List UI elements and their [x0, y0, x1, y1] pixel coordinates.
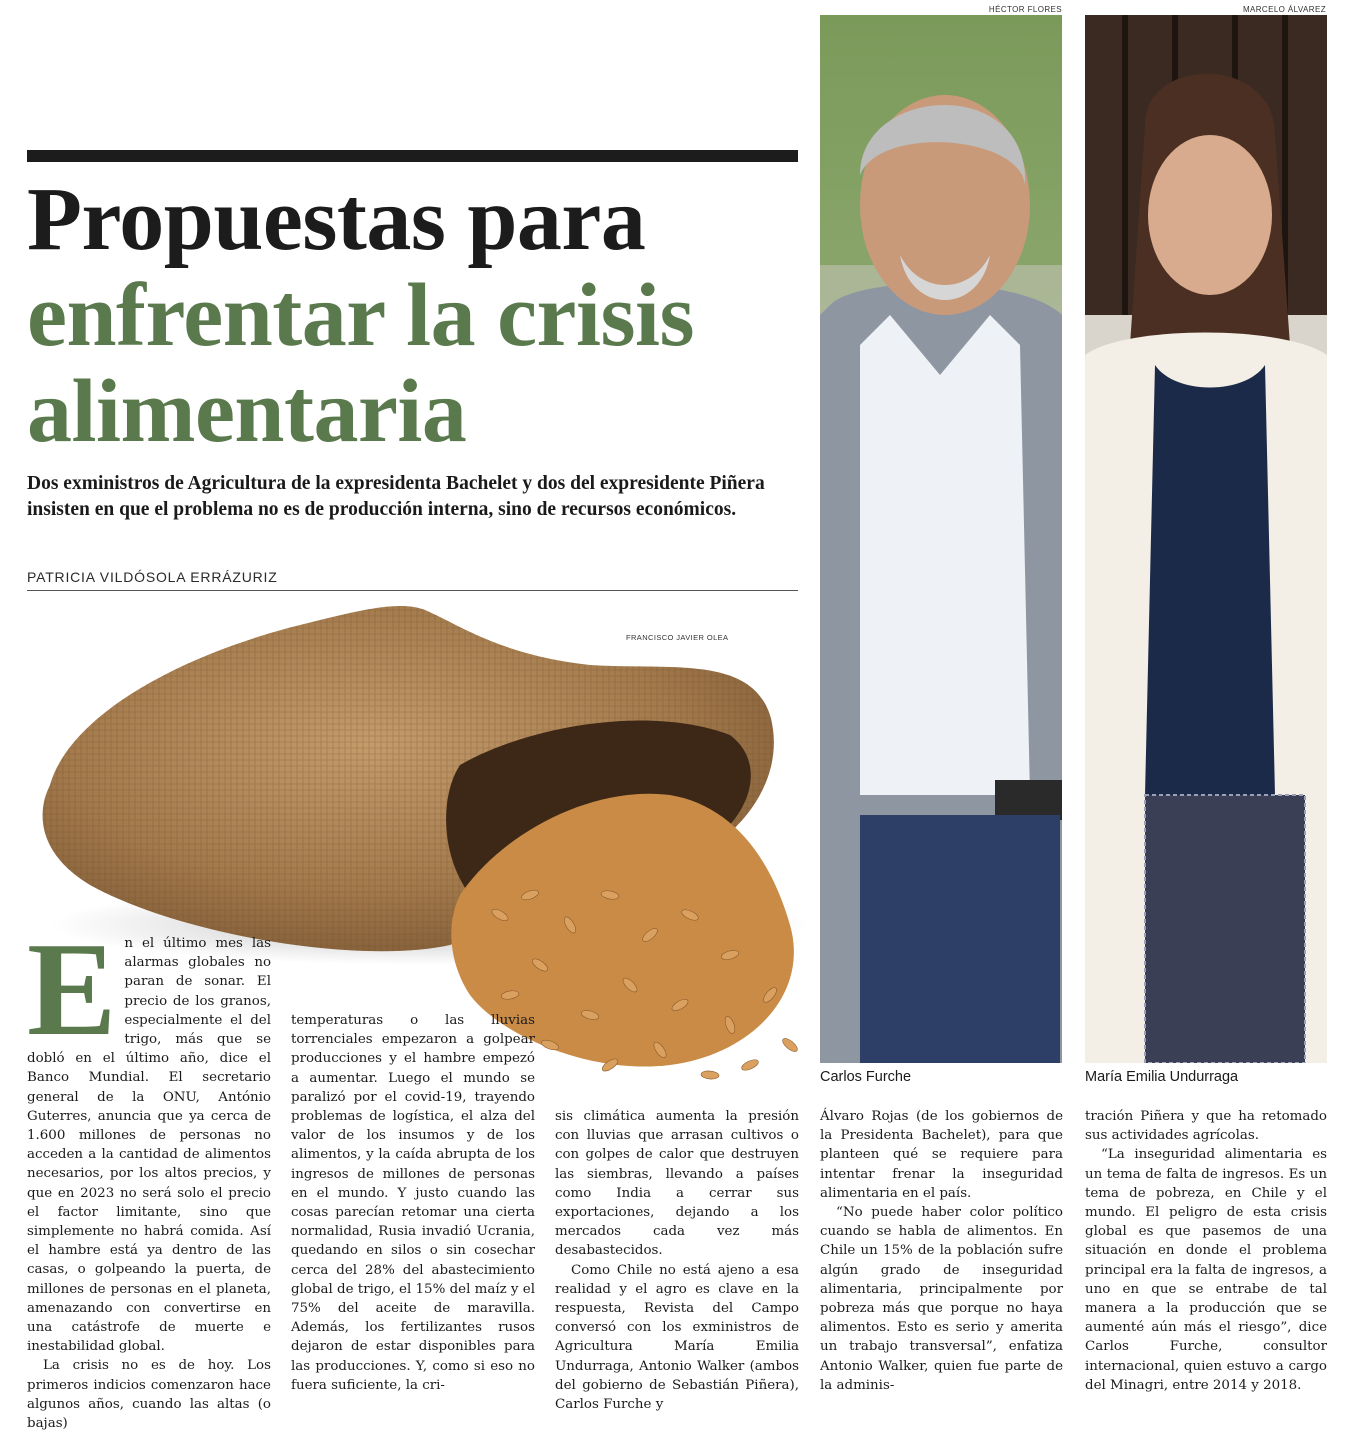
headline-line-3: alimentaria	[27, 362, 467, 461]
col3-paragraph-2: Como Chile no está ajeno a esa realidad y el agro es clave en la respuesta, Revista del Campo conversó con los exministros de Agricultura María Emilia Undurraga, Antonio Walker (ambos del gobierno de Sebastián Piñera), Carlos Furche y	[555, 1262, 799, 1413]
maria-emilia-undurraga-photo	[1085, 15, 1327, 1063]
photo-credit-furche: HÉCTOR FLORES	[988, 5, 1062, 14]
article-column-3	[555, 1107, 799, 1414]
byline: PATRICIA VILDÓSOLA ERRÁZURIZ	[27, 569, 278, 585]
drop-cap: E	[27, 915, 117, 1063]
col1-paragraph-1: n el último mes las alarmas globales no paran de sonar. El precio de los granos, especialmente el del trigo, más que se dobló en el último año, dice el Banco Mundial. El secretario general de la ONU, António Guterres, anuncia que ya cerca de 1.600 millones de personas no acceden a la cantidad de alimentos necesarios, por los altos precios, y que en 2023 no será solo el precio el factor limitante, sino que simplemente no habrá comida. Así el hambre está ya dentro de las casas, o golpeando la puerta, de millones de personas en el planeta, amenazando con convertirse en una catástrofe de muerte e inestabilidad global.	[27, 936, 271, 1355]
article-column-2	[291, 1011, 535, 1395]
photo-credit-undurraga: MARCELO ÁLVAREZ	[1242, 5, 1326, 14]
caption-carlos-furche: Carlos Furche	[820, 1069, 912, 1085]
header-rule	[27, 150, 798, 162]
col2-paragraph-1: temperaturas o las lluvias torrenciales empezaron a golpear producciones y el hambre empezó a aumentar. Luego el mundo se paralizó por el covid-19, trayendo problemas de logística, el alza del valor de los insumos y de los alimentos, y la caída abrupta de los ingresos de millones de personas en el mundo. Y justo cuando las cosas parecían retomar una cierta normalidad, Rusia invadió Ucrania, quedando en silos o sin cosechar cerca del 28% del abastecimiento global de trigo, el 15% del maíz y el 75% del aceite de maravilla. Además, los fertilizantes rusos dejaron de estar disponibles para las producciones. Y, como si eso no fuera suficiente, la cri-	[291, 1013, 535, 1393]
col3-paragraph-1: sis climática aumenta la presión con lluvias que arrasan cultivos o con golpes de calor que destruyen las siembras, llevando a países como India a cerrar sus exportaciones, dejando a los mercados cada vez más desabastecidos.	[555, 1109, 799, 1259]
col4-paragraph-1: Álvaro Rojas (de los gobiernos de la Presidenta Bachelet), para que planteen qué se requiere para intentar frenar la inseguridad alimentaria en el país.	[820, 1109, 1063, 1201]
caption-maria-emilia-undurraga: María Emilia Undurraga	[1085, 1069, 1239, 1085]
byline-rule	[27, 590, 798, 591]
photo-credit-sack: FRANCISCO JAVIER OLEA	[626, 633, 729, 642]
headline-line-1: Propuestas para	[27, 170, 646, 269]
headline-line-2: enfrentar la crisis	[27, 266, 695, 365]
article-column-5	[1085, 1107, 1327, 1395]
col5-paragraph-2: “La inseguridad alimentaria es un tema de falta de ingresos. Es un tema de pobreza, en Chile y el mundo. El peligro de esta crisis global es que pasemos de una situación en donde el problema principal era la falta de ingresos, a uno en que se entrabe de tal manera a la producción que se aumenté aún más el riesgo”, dice Carlos Furche, consultor internacional, quien estuvo a cargo del Minagri, entre 2014 y 2018.	[1085, 1147, 1327, 1393]
deck: Dos exministros de Agricultura de la expresidenta Bachelet y dos del expresidente Piñera insisten en que el problema no es de producción interna, sino de recursos económicos.	[27, 473, 765, 520]
col4-paragraph-2: “No puede haber color político cuando se habla de alimentos. En Chile un 15% de la población sufre algún grado de inseguridad alimentaria, principalmente por pobreza más que porque no haya alimentos. Esto es serio y amerita un trabajo transversal”, enfatiza Antonio Walker, quien fue parte de la adminis-	[820, 1205, 1063, 1393]
article-column-1	[27, 915, 271, 1433]
col1-paragraph-2: La crisis no es de hoy. Los primeros indicios comenzaron hace algunos años, cuando las altas (o bajas)	[27, 1358, 271, 1432]
col5-paragraph-1: tración Piñera y que ha retomado sus actividades agrícolas.	[1085, 1109, 1327, 1144]
carlos-furche-photo	[820, 15, 1062, 1063]
article-column-4	[820, 1107, 1063, 1395]
headline	[27, 172, 807, 460]
